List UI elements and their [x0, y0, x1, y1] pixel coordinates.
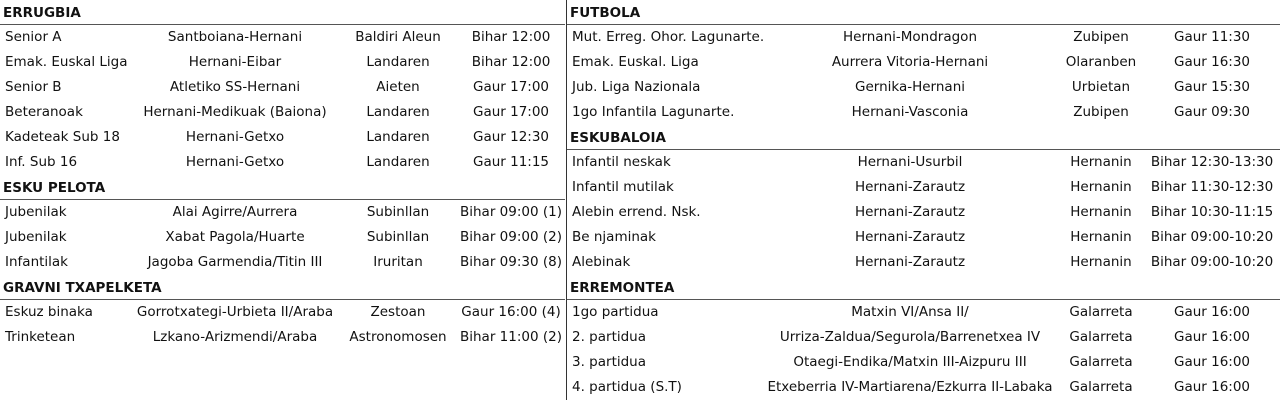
table-row [0, 325, 565, 350]
section [0, 0, 565, 175]
category-cell: Infantilak [5, 254, 69, 270]
section [567, 275, 1280, 400]
venue-cell: Astronomosen [349, 329, 447, 345]
venue-cell: Landaren [366, 154, 430, 170]
venue-cell: Aieten [376, 79, 420, 95]
time-cell: Bihar 12:30-13:30 [1150, 154, 1274, 170]
table-row [0, 50, 565, 75]
match-cell: Hernani-Zarautz [854, 254, 966, 270]
time-cell: Gaur 16:00 (4) [461, 304, 561, 320]
section-title: ERREMONTEA [567, 275, 1280, 300]
table-row [0, 75, 565, 100]
section-title: GRAVNI TXAPELKETA [0, 275, 565, 300]
table-row [567, 300, 1280, 325]
venue-cell: Galarreta [1069, 354, 1133, 370]
category-cell: Kadeteak Sub 18 [5, 129, 120, 145]
venue-cell: Subinllan [366, 204, 430, 220]
venue-cell: Hernanin [1070, 204, 1132, 220]
match-cell: Hernani-Zarautz [854, 179, 966, 195]
time-cell: Bihar 12:00 [471, 29, 551, 45]
category-cell: 3. partidua [572, 354, 647, 370]
venue-cell: Zestoan [370, 304, 426, 320]
venue-cell: Hernanin [1070, 154, 1132, 170]
match-cell: Hernani-Eibar [188, 54, 282, 70]
venue-cell: Urbietan [1071, 79, 1131, 95]
match-cell: Etxeberria IV-Martiarena/Ezkurra II-Labaka [767, 379, 1053, 395]
match-cell: Hernani-Getxo [185, 129, 285, 145]
table-row [567, 375, 1280, 400]
match-cell: Otaegi-Endika/Matxin III-Aizpuru III [793, 354, 1027, 370]
category-cell: Eskuz binaka [5, 304, 93, 320]
time-cell: Gaur 15:30 [1173, 79, 1251, 95]
match-cell: Hernani-Getxo [185, 154, 285, 170]
table-row [567, 50, 1280, 75]
match-cell: Santboiana-Hernani [167, 29, 303, 45]
time-cell: Gaur 17:00 [472, 79, 550, 95]
venue-cell: Subinllan [366, 229, 430, 245]
section [567, 125, 1280, 275]
table-row [567, 350, 1280, 375]
table-row [567, 175, 1280, 200]
venue-cell: Landaren [366, 104, 430, 120]
match-cell: Atletiko SS-Hernani [169, 79, 301, 95]
section [0, 275, 565, 350]
time-cell: Gaur 11:15 [472, 154, 550, 170]
venue-cell: Iruritan [373, 254, 423, 270]
category-cell: Infantil neskak [572, 154, 671, 170]
time-cell: Bihar 11:30-12:30 [1150, 179, 1274, 195]
section [0, 175, 565, 275]
category-cell: Emak. Euskal. Liga [572, 54, 699, 70]
match-cell: Hernani-Zarautz [854, 229, 966, 245]
time-cell: Bihar 11:00 (2) [459, 329, 563, 345]
time-cell: Gaur 16:00 [1173, 379, 1251, 395]
time-cell: Bihar 09:00-10:20 [1150, 229, 1274, 245]
venue-cell: Galarreta [1069, 304, 1133, 320]
time-cell: Gaur 16:00 [1173, 354, 1251, 370]
category-cell: Jubenilak [5, 204, 67, 220]
venue-cell: Hernanin [1070, 229, 1132, 245]
time-cell: Gaur 16:00 [1173, 304, 1251, 320]
table-row [0, 150, 565, 175]
match-cell: Hernani-Medikuak (Baiona) [143, 104, 327, 120]
section-title: ESKUBALOIA [567, 125, 1280, 150]
match-cell: Alai Agirre/Aurrera [172, 204, 298, 220]
table-row [0, 25, 565, 50]
time-cell: Gaur 16:00 [1173, 329, 1251, 345]
match-cell: Hernani-Usurbil [857, 154, 963, 170]
category-cell: 1go partidua [572, 304, 659, 320]
category-cell: Mut. Erreg. Ohor. Lagunarte. [572, 29, 765, 45]
venue-cell: Baldiri Aleun [355, 29, 441, 45]
venue-cell: Hernanin [1070, 254, 1132, 270]
category-cell: Emak. Euskal Liga [5, 54, 128, 70]
venue-cell: Hernanin [1070, 179, 1132, 195]
venue-cell: Galarreta [1069, 379, 1133, 395]
table-row [567, 25, 1280, 50]
section-title: FUTBOLA [567, 0, 1280, 25]
table-row [0, 225, 565, 250]
time-cell: Gaur 12:30 [472, 129, 550, 145]
match-cell: Gernika-Hernani [854, 79, 966, 95]
venue-cell: Landaren [366, 129, 430, 145]
table-row [567, 75, 1280, 100]
venue-cell: Landaren [366, 54, 430, 70]
table-row [0, 100, 565, 125]
time-cell: Bihar 10:30-11:15 [1150, 204, 1274, 220]
category-cell: Beteranoak [5, 104, 83, 120]
match-cell: Jagoba Garmendia/Titin III [147, 254, 323, 270]
match-cell: Aurrera Vitoria-Hernani [831, 54, 989, 70]
table-row [0, 125, 565, 150]
section-title: ERRUGBIA [0, 0, 565, 25]
match-cell: Hernani-Zarautz [854, 204, 966, 220]
table-row [567, 150, 1280, 175]
match-cell: Hernani-Vasconia [851, 104, 969, 120]
time-cell: Gaur 11:30 [1173, 29, 1251, 45]
time-cell: Gaur 09:30 [1173, 104, 1251, 120]
table-row [0, 250, 565, 275]
match-cell: Matxin VI/Ansa II/ [851, 304, 969, 320]
time-cell: Gaur 16:30 [1173, 54, 1251, 70]
time-cell: Bihar 09:00 (1) [459, 204, 563, 220]
category-cell: Trinketean [5, 329, 76, 345]
category-cell: Jub. Liga Nazionala [572, 79, 701, 95]
table-row [567, 100, 1280, 125]
match-cell: Xabat Pagola/Huarte [165, 229, 305, 245]
category-cell: 2. partidua [572, 329, 647, 345]
left-column [0, 0, 565, 350]
category-cell: Alebin errend. Nsk. [572, 204, 701, 220]
time-cell: Bihar 09:00-10:20 [1150, 254, 1274, 270]
table-row [0, 200, 565, 225]
time-cell: Bihar 09:00 (2) [459, 229, 563, 245]
match-cell: Gorrotxategi-Urbieta II/Araba [136, 304, 334, 320]
table-row [567, 200, 1280, 225]
table-row [0, 300, 565, 325]
time-cell: Bihar 12:00 [471, 54, 551, 70]
category-cell: Senior A [5, 29, 62, 45]
section-title: ESKU PELOTA [0, 175, 565, 200]
table-row [567, 225, 1280, 250]
venue-cell: Zubipen [1073, 104, 1129, 120]
time-cell: Bihar 09:30 (8) [459, 254, 563, 270]
table-row [567, 250, 1280, 275]
category-cell: Infantil mutilak [572, 179, 674, 195]
category-cell: Senior B [5, 79, 62, 95]
category-cell: Be njaminak [572, 229, 656, 245]
time-cell: Gaur 17:00 [472, 104, 550, 120]
venue-cell: Galarreta [1069, 329, 1133, 345]
category-cell: Jubenilak [5, 229, 67, 245]
right-column [566, 0, 1280, 400]
match-cell: Hernani-Mondragon [842, 29, 978, 45]
match-cell: Lzkano-Arizmendi/Araba [152, 329, 318, 345]
table-row [567, 325, 1280, 350]
category-cell: 1go Infantila Lagunarte. [572, 104, 735, 120]
venue-cell: Zubipen [1073, 29, 1129, 45]
venue-cell: Olaranben [1065, 54, 1137, 70]
category-cell: Inf. Sub 16 [5, 154, 78, 170]
category-cell: 4. partidua (S.T) [572, 379, 682, 395]
section [567, 0, 1280, 125]
match-cell: Urriza-Zaldua/Segurola/Barrenetxea IV [779, 329, 1041, 345]
category-cell: Alebinak [572, 254, 631, 270]
